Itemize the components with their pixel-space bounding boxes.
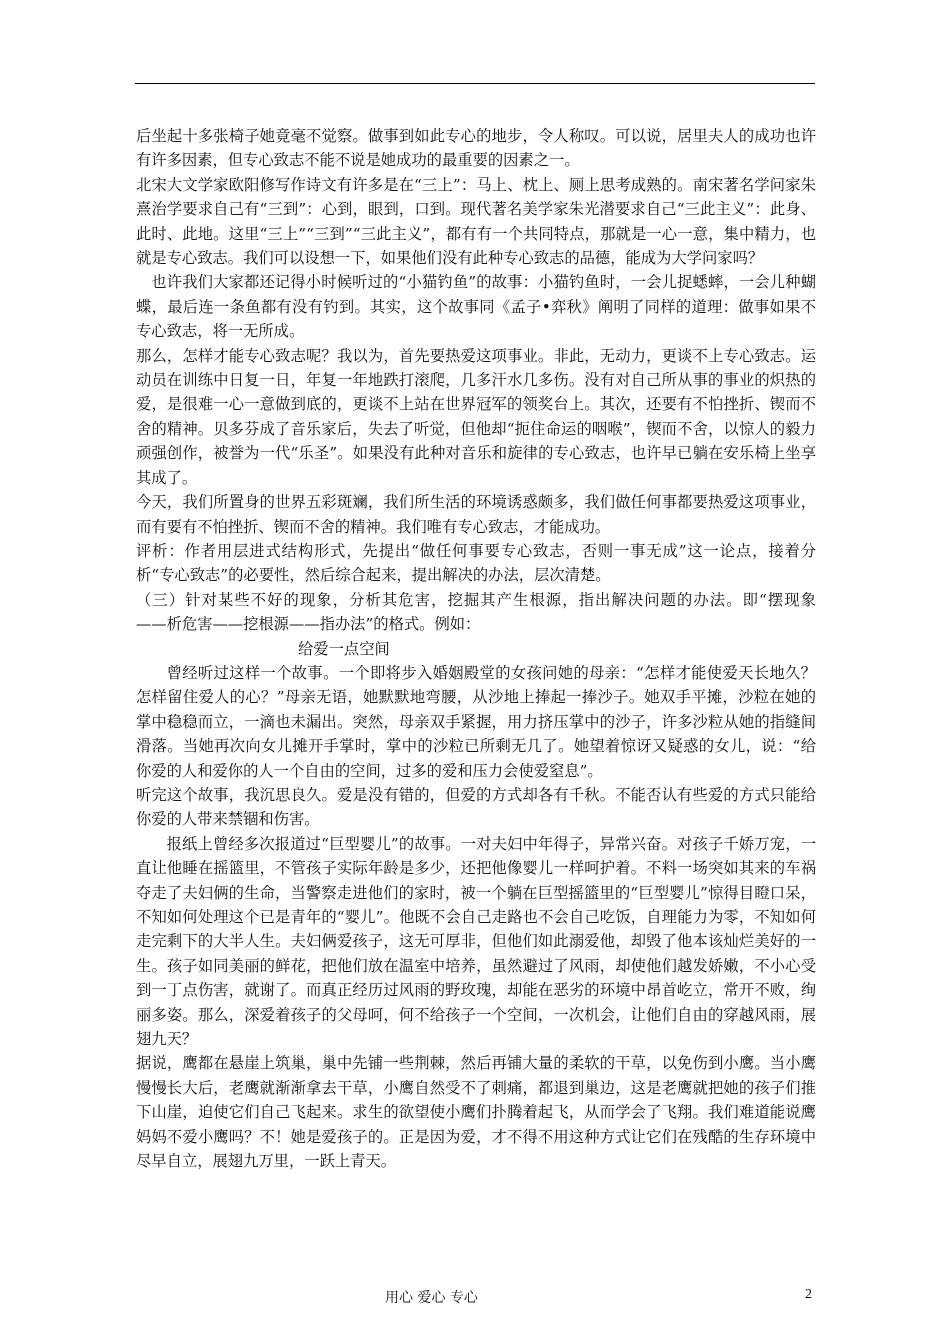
paragraph: 评析：作者用层进式结构形式，先提出“做任何事要专心致志，否则一事无成”这一论点，接着分析“专心致志”的必要性，然后综合起来，提出解决的办法，层次清楚。 (136, 541, 816, 585)
footer-text: 用心 爱心 专心 (385, 1290, 478, 1306)
paragraph: 今天，我们所置身的世界五彩斑斓，我们所生活的环境诱惑颇多，我们做任何事都要热爱这项事业，而有要有不怕挫折、锲而不舍的精神。我们唯有专心致志，才能成功。 (136, 493, 816, 536)
paragraph: 那么，怎样才能专心致志呢？我以为，首先要热爱这项事业。非此，无动力，更谈不上专心致志。运动员在训练中日复一日，年复一年地跌打滚爬，几多汗水几多伤。没有对自己所从事的事业的炽热的爱，是很难一心一意做到底的，更谈不上站在世界冠军的领奖台上。其次，还要有不怕挫折、锲而不舍的精神。贝多芬成了音乐家后，失去了听觉，但他却“扼住命运的咽喉”，锲而不舍，以惊人的毅力顽强创作，被誉为一代“乐圣”。如果没有此种对音乐和旋律的专心致志，也许早已躺在安乐椅上坐享其成了。 (136, 346, 816, 487)
paragraph: 后坐起十多张椅子她竟毫不觉察。做事到如此专心的地步，令人称叹。可以说，居里夫人的成功也许有许多因素，但专心致志不能不说是她成功的最重要的因素之一。 (136, 127, 816, 170)
paragraph: 报纸上曾经多次报道过“巨型婴儿”的故事。一对夫妇中年得子，异常兴奋。对孩子千娇万宠，一直让他睡在摇篮里，不管孩子实际年龄是多少，还把他像婴儿一样呵护着。不料一场突如其来的车祸夺走了夫妇俩的生命，当警察走进他们的家时，被一个躺在巨型摇篮里的“巨型婴儿”惊得目瞪口呆，不知如何处理这个已是青年的“婴儿”。他既不会自己走路也不会自己吃饭，自理能力为零，不知如何走完剩下的大半人生。夫妇俩爱孩子，这无可厚非，但他们如此溺爱他，却毁了他本该灿烂美好的一生。孩子如同美丽的鲜花，把他们放在温室中培养，虽然避过了风雨，却使他们越发娇嫩，不小心受到一丁点伤害，就谢了。而真正经历过风雨的野玫瑰，却能在恶劣的环境中昂首屹立，常开不败，绚丽多姿。那么，深爱着孩子的父母呵，何不给孩子一个空间，一次机会，让他们自由的穿越风雨，展翅九天？ (136, 834, 816, 1049)
paragraph: 曾经听过这样一个故事。一个即将步入婚姻殿堂的女孩问她的母亲：“怎样才能使爱天长地久？怎样留住爱人的心？”母亲无语，她默默地弯腰，从沙地上捧起一捧沙子。她双手平摊，沙粒在她的掌中稳稳而立，一滴也未漏出。突然，母亲双手紧握，用力挤压掌中的沙子，许多沙粒从她的指缝间滑落。当她再次向女儿摊开手掌时，掌中的沙粒已所剩无几了。她望着惊讶又疑惑的女儿，说：“给你爱的人和爱你的人一个自由的空间，过多的爱和压力会使爱窒息”。 (136, 663, 816, 780)
paragraph: 也许我们大家都还记得小时候听过的“小猫钓鱼”的故事：小猫钓鱼时，一会儿捉蟋蟀，一会儿种蝴蝶，最后连一条鱼都有没有钓到。其实，这个故事同《孟子•弈秋》阐明了同样的道理：做事如果不专心致志，将一无所成。 (136, 273, 816, 341)
paragraph: （三）针对某些不好的现象，分析其危害，挖掘其产生根源，指出解决问题的办法。即“摆现象 ——析危害——挖根源——指办法”的格式。例如： (136, 590, 832, 634)
header-rule (135, 83, 815, 84)
essay-title: 给爱一点空间 (298, 639, 390, 658)
page-number: 2 (805, 1287, 812, 1302)
paragraph: 北宋大文学家欧阳修写作诗文有许多是在“三上”：马上、枕上、厕上思考成熟的。南宋著名学问家朱熹治学要求自己有“三到”：心到，眼到，口到。现代著名美学家朱光潜要求自己“三此主义”：此身、此时、此地。这里“三上”“三到”“三此主义”，都有有一个共同特点，那就是一心一意，集中精力，也就是专心致志。我们可以设想一下，如果他们没有此种专心致志的品德，能成为大学问家吗？ (136, 175, 816, 268)
document-body (136, 124, 832, 1173)
paragraph: 据说，鹰都在悬崖上筑巢，巢中先铺一些荆棘，然后再铺大量的柔软的干草，以免伤到小鹰。当小鹰慢慢长大后，老鹰就渐渐拿去干草，小鹰自然受不了刺痛，都退到巢边，这是老鹰就把她的孩子们推下山崖，迫使它们自己飞起来。求生的欲望使小鹰们扑腾着起飞，从而学会了飞翔。我们难道能说鹰妈妈不爱小鹰吗？不！她是爱孩子的。正是因为爱，才不得不用这种方式让它们在残酷的生存环境中尽早自立，展翅九万里，一跃上青天。 (136, 1054, 816, 1171)
paragraph: 听完这个故事，我沉思良久。爱是没有错的，但爱的方式却各有千秋。不能否认有些爱的方式只能给你爱的人带来禁锢和伤害。 (136, 785, 816, 829)
